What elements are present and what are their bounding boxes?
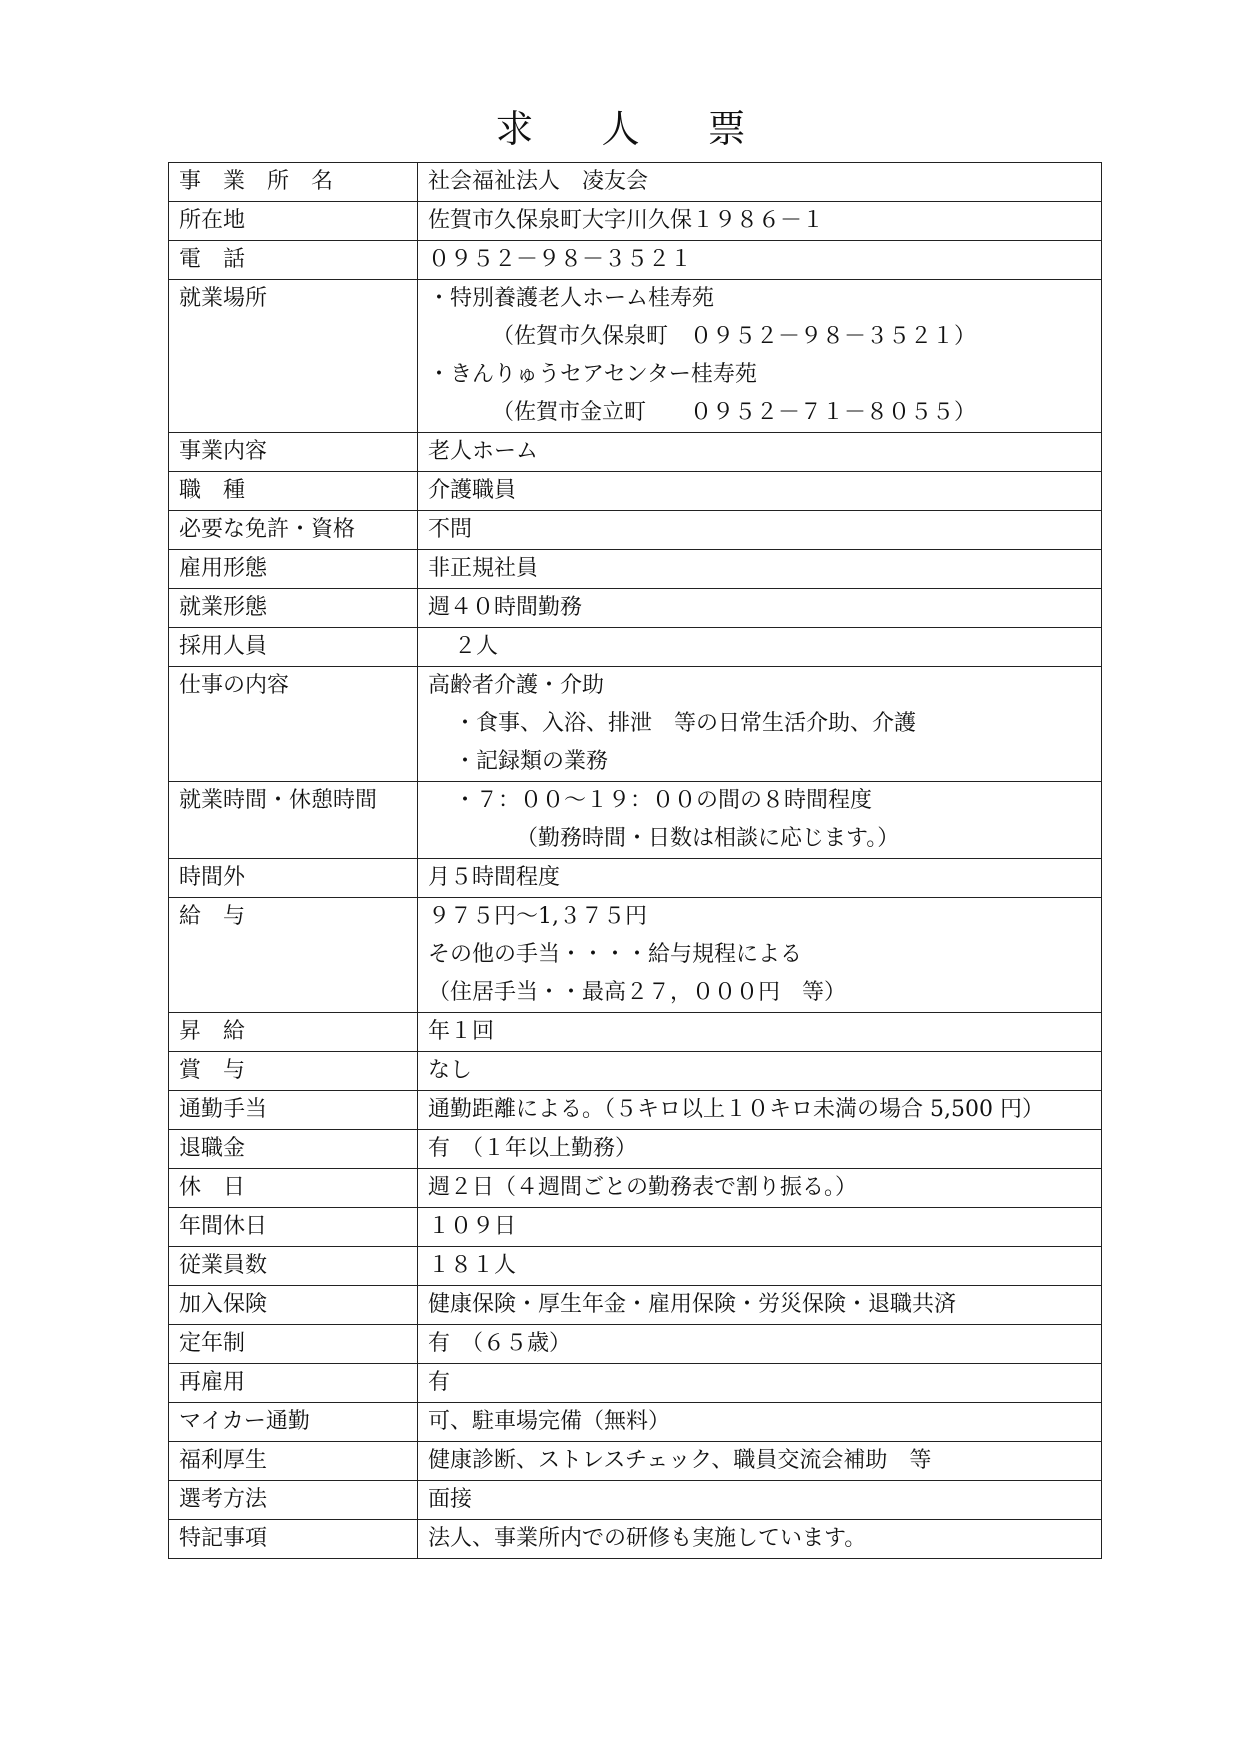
row-label: 就業時間・休憩時間 — [169, 782, 418, 859]
job-listing-table — [168, 162, 1102, 1559]
table-row — [169, 1169, 1102, 1208]
table-row — [169, 1247, 1102, 1286]
table-row — [169, 472, 1102, 511]
title-char: 票 — [707, 107, 746, 151]
row-label: 選考方法 — [169, 1481, 418, 1520]
value-line: 佐賀市久保泉町大字川久保１９８６－１ — [428, 208, 825, 233]
row-value — [418, 163, 1102, 202]
row-label: 雇用形態 — [169, 550, 418, 589]
row-value — [418, 589, 1102, 628]
value-line: ・記録類の業務 — [454, 749, 609, 774]
row-value — [418, 550, 1102, 589]
value-line: なし — [428, 1058, 473, 1083]
row-label: 必要な免許・資格 — [169, 511, 418, 550]
row-value — [418, 1286, 1102, 1325]
table-row — [169, 589, 1102, 628]
table-row — [169, 782, 1102, 859]
row-value — [418, 1013, 1102, 1052]
value-line: 非正規社員 — [428, 556, 539, 581]
table-row — [169, 667, 1102, 782]
row-value — [418, 1481, 1102, 1520]
row-value — [418, 1169, 1102, 1208]
row-label: 福利厚生 — [169, 1442, 418, 1481]
page-title — [0, 98, 1241, 153]
row-label: 休 日 — [169, 1169, 418, 1208]
row-label: 就業形態 — [169, 589, 418, 628]
value-line: 月５時間程度 — [428, 865, 561, 890]
title-char: 求 — [495, 107, 534, 151]
row-value — [418, 1208, 1102, 1247]
row-label: 給 与 — [169, 898, 418, 1013]
row-value — [418, 1403, 1102, 1442]
row-label: 退職金 — [169, 1130, 418, 1169]
row-value — [418, 511, 1102, 550]
table-row — [169, 202, 1102, 241]
value-line: １０９日 — [428, 1214, 517, 1239]
row-value — [418, 1130, 1102, 1169]
value-line: ９７５円～1,３７５円 — [428, 904, 647, 929]
value-line: 高齢者介護・介助 — [428, 673, 605, 698]
row-label: 所在地 — [169, 202, 418, 241]
value-line: 健康保険・厚生年金・雇用保険・労災保険・退職共済 — [428, 1292, 957, 1317]
row-label: 賞 与 — [169, 1052, 418, 1091]
table-row — [169, 1481, 1102, 1520]
value-line: ・特別養護老人ホーム桂寿苑 — [428, 286, 715, 311]
row-label: 事業内容 — [169, 433, 418, 472]
value-line: ・食事、入浴、排泄 等の日常生活介助、介護 — [454, 711, 917, 736]
value-line: 有 （６５歳） — [428, 1331, 572, 1356]
row-label: 年間休日 — [169, 1208, 418, 1247]
row-value — [418, 280, 1102, 433]
row-value — [418, 1325, 1102, 1364]
value-line: ・７：００～１９：００の間の８時間程度 — [454, 788, 873, 813]
row-value — [418, 1091, 1102, 1130]
value-line: 有 — [428, 1370, 451, 1395]
table-row — [169, 628, 1102, 667]
row-label: 職 種 — [169, 472, 418, 511]
value-line: １８１人 — [428, 1253, 517, 1278]
row-label: 昇 給 — [169, 1013, 418, 1052]
row-value — [418, 1247, 1102, 1286]
row-label: 時間外 — [169, 859, 418, 898]
row-value — [418, 667, 1102, 782]
value-line: 有 （１年以上勤務） — [428, 1136, 638, 1161]
table-row — [169, 1325, 1102, 1364]
value-line: 面接 — [428, 1487, 473, 1512]
value-line: 健康診断、ストレスチェック、職員交流会補助 等 — [428, 1448, 932, 1473]
value-line: ２人 — [454, 634, 499, 659]
row-label: 事 業 所 名 — [169, 163, 418, 202]
table-row — [169, 241, 1102, 280]
row-label: 通勤手当 — [169, 1091, 418, 1130]
row-label: 仕事の内容 — [169, 667, 418, 782]
row-label: マイカー通勤 — [169, 1403, 418, 1442]
row-label: 採用人員 — [169, 628, 418, 667]
value-line: （佐賀市久保泉町 ０９５２－９８－３５２１） — [492, 324, 977, 349]
value-line: 年１回 — [428, 1019, 495, 1044]
value-line: （佐賀市金立町 ０９５２－７１－８０５５） — [492, 400, 977, 425]
table-row — [169, 898, 1102, 1013]
value-line: 老人ホーム — [428, 439, 539, 464]
row-value — [418, 433, 1102, 472]
row-value — [418, 782, 1102, 859]
row-value — [418, 202, 1102, 241]
value-line: 不問 — [428, 517, 473, 542]
row-value — [418, 1520, 1102, 1559]
table-row — [169, 511, 1102, 550]
value-line: その他の手当・・・・給与規程による — [428, 942, 803, 967]
row-value — [418, 1364, 1102, 1403]
row-value — [418, 859, 1102, 898]
row-label: 就業場所 — [169, 280, 418, 433]
value-line: （住居手当・・最高２７，０００円 等） — [428, 980, 847, 1005]
table-row — [169, 1520, 1102, 1559]
row-label: 電 話 — [169, 241, 418, 280]
table-row — [169, 433, 1102, 472]
value-line: ０９５２－９８－３５２１ — [428, 247, 693, 272]
value-line: 通勤距離による。（５キロ以上１０キロ未満の場合 5,500 円） — [428, 1097, 1044, 1122]
table-row — [169, 1403, 1102, 1442]
row-value — [418, 241, 1102, 280]
table-row — [169, 1091, 1102, 1130]
table-row — [169, 1442, 1102, 1481]
table-row — [169, 550, 1102, 589]
row-label: 従業員数 — [169, 1247, 418, 1286]
table-row — [169, 1130, 1102, 1169]
value-line: ・きんりゅうセアセンター桂寿苑 — [428, 362, 757, 387]
value-line: 社会福祉法人 凌友会 — [428, 169, 649, 194]
row-label: 定年制 — [169, 1325, 418, 1364]
value-line: （勤務時間・日数は相談に応じます。） — [516, 826, 900, 851]
value-line: 週４０時間勤務 — [428, 595, 583, 620]
value-line: 週２日（４週間ごとの勤務表で割り振る。） — [428, 1175, 858, 1200]
row-value — [418, 898, 1102, 1013]
value-line: 介護職員 — [428, 478, 517, 503]
row-label: 加入保険 — [169, 1286, 418, 1325]
row-value — [418, 472, 1102, 511]
row-value — [418, 1052, 1102, 1091]
table-row — [169, 163, 1102, 202]
value-line: 可、駐車場完備（無料） — [428, 1409, 671, 1434]
row-value — [418, 628, 1102, 667]
table-row — [169, 1052, 1102, 1091]
row-value — [418, 1442, 1102, 1481]
table-row — [169, 1013, 1102, 1052]
table-row — [169, 1286, 1102, 1325]
table-row — [169, 1208, 1102, 1247]
row-label: 特記事項 — [169, 1520, 418, 1559]
table-row — [169, 280, 1102, 433]
table-row — [169, 1364, 1102, 1403]
table-row — [169, 859, 1102, 898]
title-char: 人 — [601, 107, 640, 151]
value-line: 法人、事業所内での研修も実施しています。 — [428, 1526, 867, 1551]
row-label: 再雇用 — [169, 1364, 418, 1403]
